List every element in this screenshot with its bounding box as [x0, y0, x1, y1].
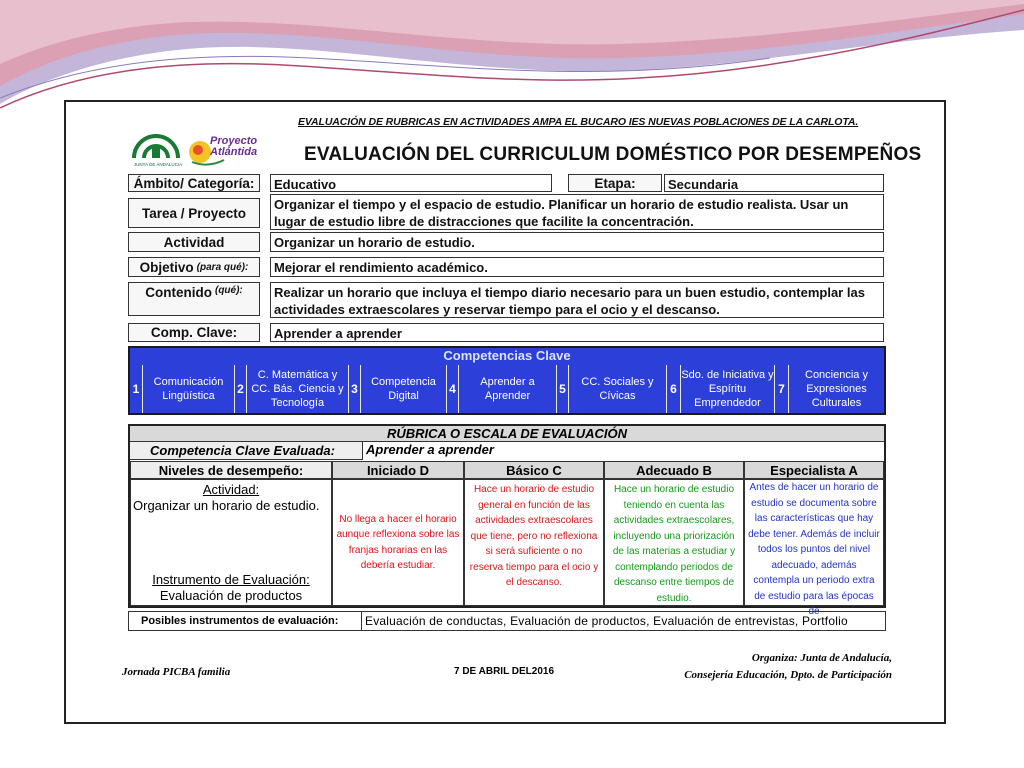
competencia-evaluada-row: [130, 442, 884, 460]
rubrica-table: [128, 424, 886, 617]
level-descriptor-especialista: Antes de hacer un horario de estudio se documenta sobre las características que hay debe tener. Además de incluir todos los puntos del nivel adecuado, además contempla un periodo extra de estudio para las épocas de: [744, 479, 884, 606]
proyecto-atlantida-logo: [188, 132, 258, 172]
tarea-label: Tarea / Proyecto: [128, 198, 260, 228]
instrumento-text: Evaluación de productos: [159, 588, 303, 603]
competencia-number: 4: [446, 365, 458, 413]
level-header: Iniciado D: [332, 461, 464, 479]
actividad-label: Actividad: [128, 232, 260, 252]
ambito-label: Ámbito/ Categoría:: [128, 174, 260, 192]
competencia-evaluada-value: Aprender a aprender: [362, 442, 884, 460]
actividad-heading: Actividad:: [202, 482, 260, 497]
objetivo-label-hint: (para qué):: [196, 261, 249, 273]
etapa-value: Secundaria: [664, 174, 884, 192]
contenido-label-hint: (qué):: [214, 285, 243, 296]
level-descriptor-iniciado: No llega a hacer el horario aunque reflexiona sobre las franjas horarias en las debería estudiar.: [332, 479, 464, 606]
competencia-number: 1: [132, 382, 140, 396]
level-descriptor-adecuado: Hace un horario de estudio teniendo en cuenta las actividades extraescolares, incluyendo una priorización de las materias a estudiar y contemplando periodos de descanso entre tiempos de estudio.: [604, 479, 744, 606]
top-caption: EVALUACIÓN DE RUBRICAS EN ACTIVIDADES AMPA EL BUCARO IES NUEVAS POBLACIONES DE LA CARLOTA.: [298, 116, 859, 128]
competencia-item: Competencia Digital: [360, 365, 446, 413]
posibles-instrumentos-row: [128, 611, 886, 631]
competencia-item: C. Matemática y CC. Bás. Ciencia y Tecnología: [246, 365, 348, 413]
competencia-item: Conciencia y Expresiones Culturales: [788, 365, 884, 413]
footer-date: 7 DE ABRIL DEL2016: [454, 666, 555, 677]
footer-event: Jornada PICBA familia: [122, 666, 231, 678]
comp-clave-value: Aprender a aprender: [270, 323, 884, 342]
competencia-number: 6: [666, 365, 680, 413]
rubrica-title: RÚBRICA O ESCALA DE EVALUACIÓN: [130, 426, 884, 442]
competencia-number: 2: [234, 365, 246, 413]
level-header: Especialista A: [744, 461, 884, 479]
junta-andalucia-logo: [128, 132, 184, 174]
competencia-number: 3: [348, 365, 360, 413]
posibles-label: Posibles instrumentos de evaluación:: [141, 615, 339, 627]
objetivo-value: Mejorar el rendimiento académico.: [270, 257, 884, 277]
footer-organizer-line2: Consejería Educación, Dpto. de Participación: [684, 669, 892, 681]
instrumento-heading: Instrumento de Evaluación:: [152, 572, 310, 587]
competencia-item: Comunicación Lingüística: [142, 365, 234, 413]
page-title: EVALUACIÓN DEL CURRICULUM DOMÉSTICO POR DESEMPEÑOS: [304, 144, 922, 165]
competencias-clave-band: [128, 346, 886, 415]
contenido-label: [128, 282, 260, 316]
competencia-item: Aprender a Aprender: [458, 365, 556, 413]
etapa-label: Etapa:: [568, 174, 662, 192]
level-header: Adecuado B: [604, 461, 744, 479]
junta-logo-text: JUNTA DE ANDALUCIA: [133, 162, 183, 167]
footer-organizer: [626, 650, 892, 684]
competencias-title: Competencias Clave: [443, 348, 571, 363]
level-header: Básico C: [464, 461, 604, 479]
competencia-evaluada-label: Competencia Clave Evaluada:: [150, 443, 335, 458]
contenido-value: Realizar un horario que incluya el tiempo diario necesario para un buen estudio, contemplar las actividades extraescolares y reservar tiempo para el ocio y el descanso.: [270, 282, 884, 318]
actividad-value: Organizar un horario de estudio.: [270, 232, 884, 252]
actividad-text: Organizar un horario de estudio.: [133, 498, 320, 513]
tarea-value: Organizar el tiempo y el espacio de estudio. Planificar un horario de estudio realista. Usar un lugar de estudio libre de distracciones que facilite la concentración.: [270, 194, 884, 230]
level-descriptor-basico: Hace un horario de estudio general en función de las actividades extraescolares que tiene, pero no reflexiona si será suficiente o no reserva tiempo para el ocio y el descanso.: [464, 479, 604, 606]
competencia-item: CC. Sociales y Cívicas: [568, 365, 666, 413]
competencia-item: Sdo. de Iniciativa y Espíritu Emprendedor: [680, 365, 774, 413]
posibles-value: Evaluación de conductas, Evaluación de productos, Evaluación de entrevistas, Portfolio: [361, 612, 885, 630]
actividad-cell: [130, 479, 332, 606]
objetivo-label-text: Objetivo: [139, 259, 194, 275]
evaluation-document: [64, 100, 946, 724]
objetivo-label: [128, 257, 260, 277]
footer-organizer-line1: Organiza: Junta de Andalucía,: [751, 652, 892, 664]
proyecto-logo-text: Proyecto Atlántida: [210, 135, 258, 158]
contenido-label-text: Contenido: [145, 285, 212, 300]
competencia-number: 5: [556, 365, 568, 413]
ambito-value: Educativo: [270, 174, 552, 192]
comp-clave-label: Comp. Clave:: [128, 323, 260, 342]
competencia-number: 7: [774, 365, 788, 413]
niveles-label: Niveles de desempeño:: [130, 461, 332, 479]
